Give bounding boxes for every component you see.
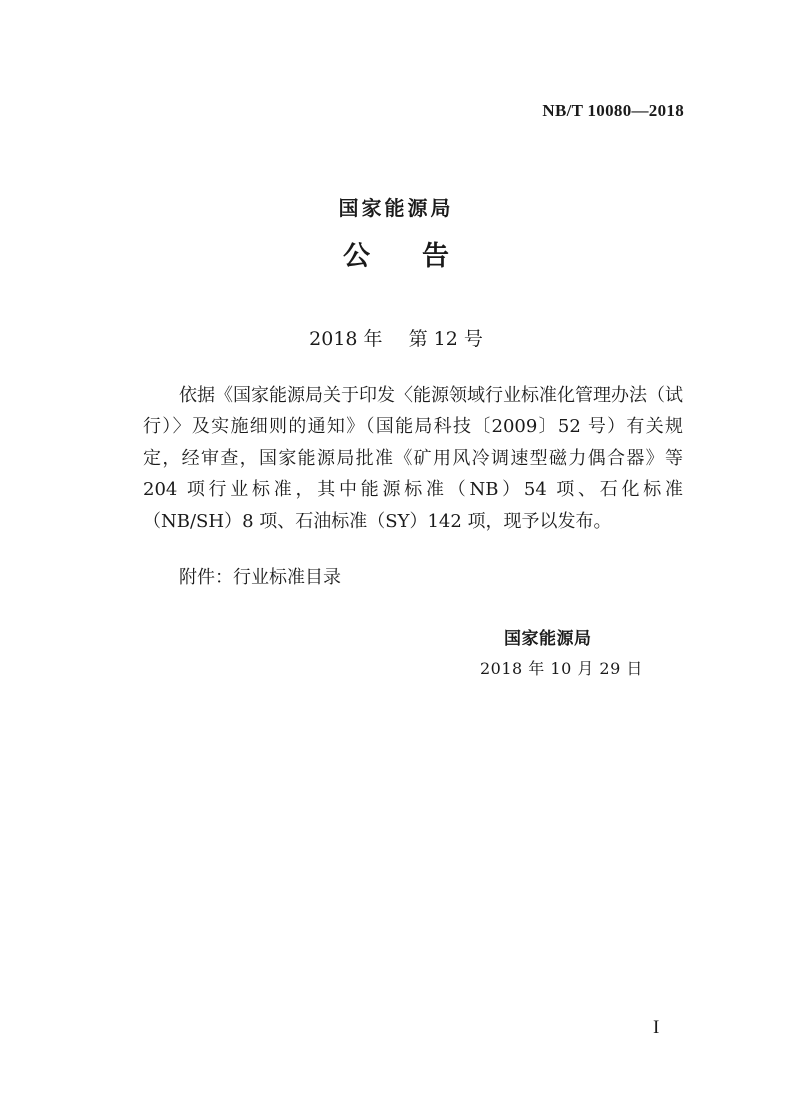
- signature-organization: 国家能源局: [504, 629, 592, 649]
- announcement-title: [0, 234, 792, 273]
- issue-year: 2018 年: [309, 328, 383, 350]
- announcement-body: 依据《国家能源局关于印发〈能源领域行业标准化管理办法（试行）〉及实施细则的通知》（国能局科技〔2009〕52 号）有关规定，经审查，国家能源局批准《矿用风冷调速型磁力偶合器》等 204 项行业标准，其中能源标准（NB）54 项、石化标准（NB/SH）8 项、石油标准（SY）142 项，现予以发布。: [143, 385, 683, 532]
- title-char-2: 告: [422, 241, 449, 272]
- title-char-1: 公: [343, 241, 370, 272]
- issue-number: [0, 324, 792, 351]
- attachment-line: 附件：行业标准目录: [179, 567, 341, 588]
- announcement-issuer: 国家能源局: [338, 196, 454, 220]
- page-number: I: [653, 1017, 660, 1038]
- signature-date: 2018 年 10 月 29 日: [480, 659, 643, 678]
- issue-no: 第 12 号: [408, 328, 483, 350]
- standard-number: NB/T 10080—2018: [542, 101, 684, 120]
